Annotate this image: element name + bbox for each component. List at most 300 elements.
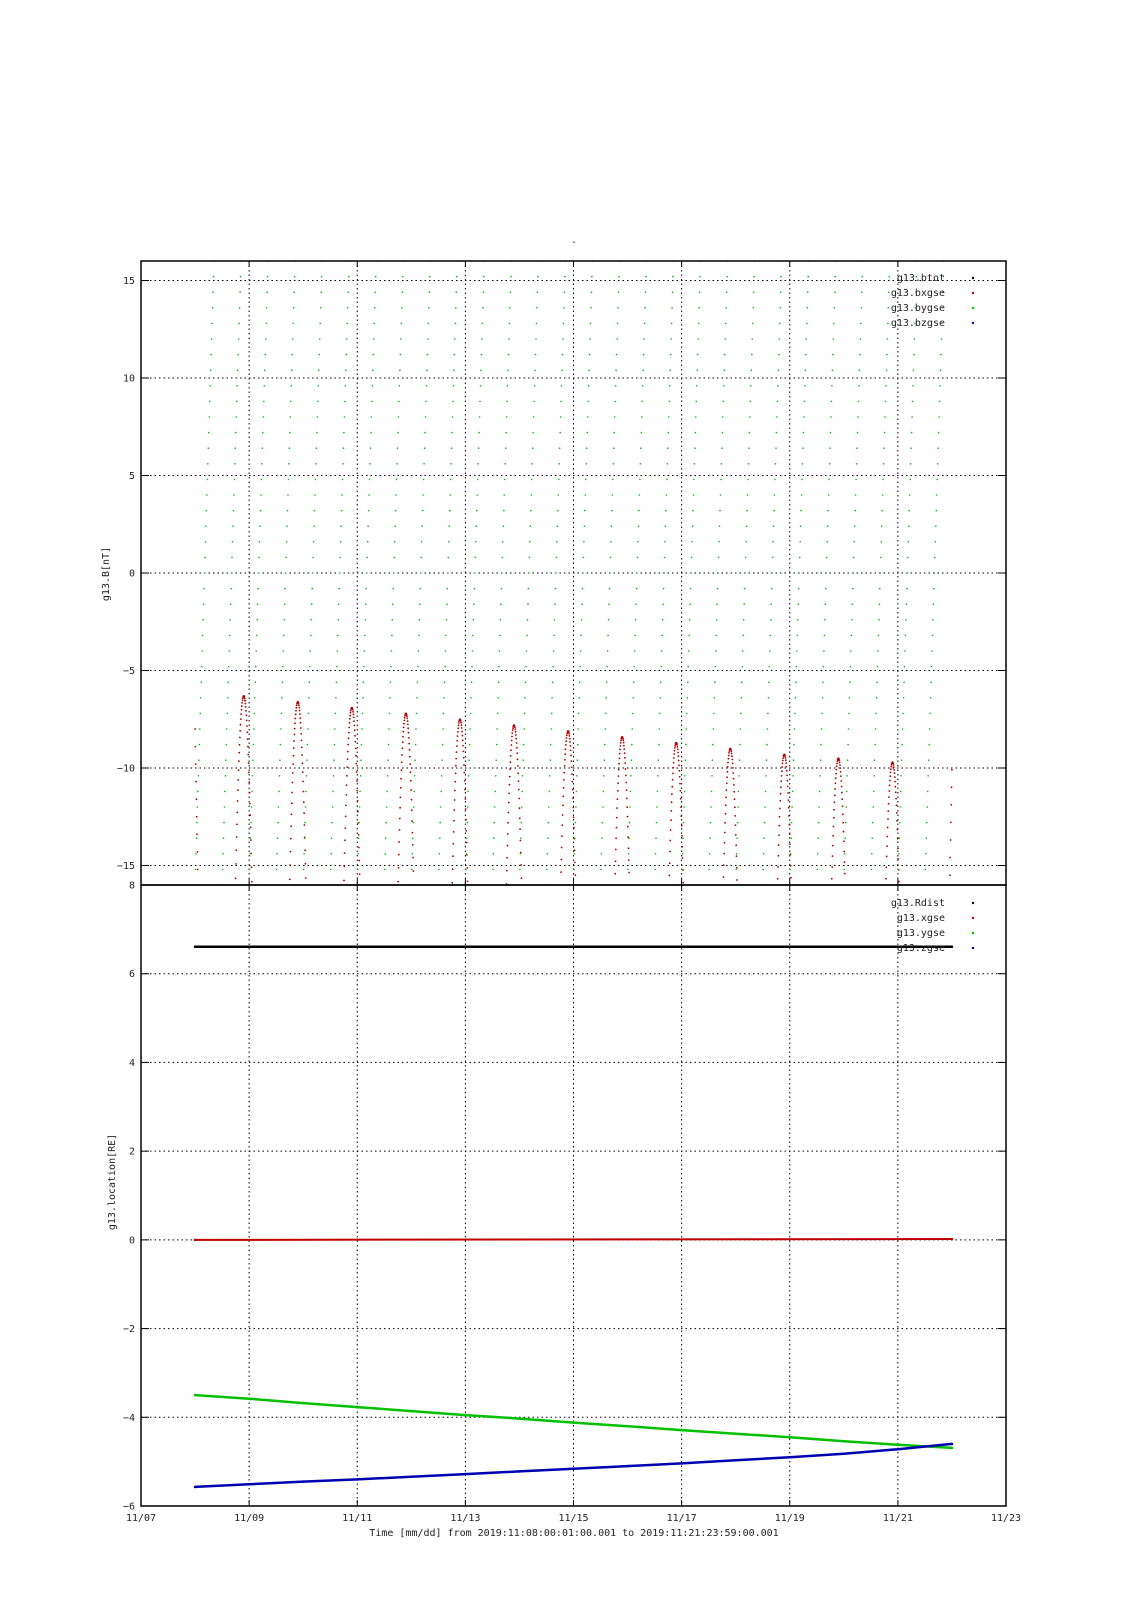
bygse-point — [645, 276, 647, 278]
bxgse-point — [574, 849, 576, 851]
bygse-point — [334, 744, 336, 746]
bygse-point — [659, 713, 661, 715]
bygse-point — [724, 354, 726, 356]
bygse-point — [235, 447, 237, 449]
bygse-point — [663, 588, 665, 590]
bygse-point — [550, 744, 552, 746]
bygse-point — [237, 354, 239, 356]
bxgse-point — [345, 794, 347, 796]
bygse-point — [277, 837, 279, 839]
bxgse-point — [731, 755, 733, 757]
bygse-point — [694, 447, 696, 449]
bxgse-point — [620, 742, 622, 744]
bygse-point — [630, 791, 632, 793]
bygse-point — [402, 291, 404, 293]
bxgse-point — [236, 836, 238, 838]
bygse-point — [332, 791, 334, 793]
bygse-point — [563, 307, 565, 309]
bygse-point — [797, 619, 799, 621]
bygse-point — [201, 650, 203, 652]
bygse-point — [741, 681, 743, 683]
bxgse-point — [623, 745, 625, 747]
bygse-point — [260, 510, 262, 512]
bygse-point — [711, 775, 713, 777]
bygse-point — [529, 541, 531, 543]
bxgse-point — [616, 827, 618, 829]
bygse-point — [791, 822, 793, 824]
bygse-point — [528, 572, 530, 574]
bxgse-point — [897, 858, 899, 860]
bygse-point — [555, 588, 557, 590]
bxgse-point — [680, 790, 682, 792]
bygse-point — [276, 869, 278, 871]
bxgse-point — [949, 874, 951, 876]
bxgse-point — [627, 826, 629, 828]
bygse-point — [606, 666, 608, 668]
bxgse-point — [620, 740, 622, 742]
bygse-point — [747, 479, 749, 481]
bygse-point — [200, 713, 202, 715]
bygse-point — [873, 791, 875, 793]
bxgse-point — [898, 881, 900, 883]
bygse-point — [441, 775, 443, 777]
bygse-point — [750, 401, 752, 403]
bxgse-point — [732, 772, 734, 774]
bygse-point — [688, 635, 690, 637]
bygse-point — [292, 323, 294, 325]
data-point — [626, 1425, 629, 1428]
bygse-point — [362, 697, 364, 699]
bygse-point — [823, 650, 825, 652]
bygse-point — [386, 806, 388, 808]
bygse-point — [854, 510, 856, 512]
bygse-point — [279, 759, 281, 761]
bygse-point — [370, 432, 372, 434]
bxgse-point — [401, 754, 403, 756]
bygse-point — [585, 479, 587, 481]
bygse-point — [228, 650, 230, 652]
bygse-point — [503, 494, 505, 496]
bxgse-point — [354, 735, 356, 737]
bygse-point — [639, 479, 641, 481]
bxgse-point — [354, 729, 356, 731]
bxgse-point — [293, 755, 295, 757]
bygse-point — [250, 837, 252, 839]
bxgse-point — [680, 798, 682, 800]
bygse-point — [770, 635, 772, 637]
bygse-point — [630, 775, 632, 777]
bygse-point — [446, 619, 448, 621]
bygse-point — [588, 369, 590, 371]
bygse-point — [819, 791, 821, 793]
bxgse-point — [572, 789, 574, 791]
bygse-point — [347, 291, 349, 293]
bxgse-point — [723, 853, 725, 855]
bygse-point — [229, 619, 231, 621]
bxgse-point — [570, 755, 572, 757]
bxgse-point — [241, 702, 243, 704]
bygse-point — [339, 572, 341, 574]
legend-label: g13.btot — [896, 273, 945, 284]
bygse-point — [805, 354, 807, 356]
bygse-point — [851, 635, 853, 637]
bxgse-point — [779, 816, 781, 818]
bygse-point — [775, 447, 777, 449]
bxgse-point — [520, 840, 522, 842]
bxgse-point — [840, 780, 842, 782]
bxgse-point — [289, 879, 291, 881]
data-point — [464, 1473, 467, 1476]
bxgse-point — [628, 859, 630, 861]
bxgse-point — [676, 744, 678, 746]
bxgse-point — [465, 830, 467, 832]
bygse-point — [226, 728, 228, 730]
bygse-point — [222, 853, 224, 855]
bygse-point — [316, 432, 318, 434]
bxgse-point — [564, 759, 566, 761]
data-point — [572, 1421, 575, 1424]
bxgse-point — [343, 866, 345, 868]
bygse-point — [230, 588, 232, 590]
bygse-point — [691, 557, 693, 559]
bxgse-point — [626, 798, 628, 800]
bygse-point — [360, 775, 362, 777]
bxgse-point — [735, 834, 737, 836]
bxgse-point — [292, 772, 294, 774]
bygse-point — [605, 713, 607, 715]
bygse-point — [713, 713, 715, 715]
bygse-point — [312, 557, 314, 559]
bygse-point — [807, 291, 809, 293]
bygse-point — [223, 837, 225, 839]
bxgse-point — [411, 820, 413, 822]
bxgse-point — [615, 837, 617, 839]
bygse-point — [419, 619, 421, 621]
bygse-point — [751, 369, 753, 371]
bygse-point — [899, 822, 901, 824]
bygse-point — [806, 323, 808, 325]
bxgse-point — [246, 731, 248, 733]
bygse-point — [365, 603, 367, 605]
bxgse-point — [625, 768, 627, 770]
bygse-point — [699, 291, 701, 293]
bygse-point — [252, 775, 254, 777]
bygse-point — [695, 432, 697, 434]
bxgse-point — [511, 744, 513, 746]
bygse-point — [859, 369, 861, 371]
bygse-point — [935, 541, 937, 543]
bxgse-point — [725, 813, 727, 815]
bygse-point — [396, 463, 398, 465]
bygse-point — [690, 572, 692, 574]
bygse-point — [476, 494, 478, 496]
bygse-point — [501, 588, 503, 590]
bxgse-point — [835, 773, 837, 775]
bygse-point — [265, 338, 267, 340]
bygse-point — [384, 853, 386, 855]
bygse-point — [401, 323, 403, 325]
bxgse-point — [565, 740, 567, 742]
bygse-point — [280, 728, 282, 730]
bygse-point — [633, 666, 635, 668]
bygse-point — [501, 572, 503, 574]
bygse-point — [319, 354, 321, 356]
bygse-point — [818, 822, 820, 824]
bygse-point — [656, 822, 658, 824]
bxgse-point — [787, 786, 789, 788]
bxgse-point — [628, 872, 630, 874]
bygse-point — [392, 603, 394, 605]
bygse-point — [374, 291, 376, 293]
bxgse-point — [510, 755, 512, 757]
bygse-point — [581, 619, 583, 621]
bygse-point — [661, 635, 663, 637]
bygse-point — [901, 744, 903, 746]
bygse-point — [663, 572, 665, 574]
bxgse-point — [782, 757, 784, 759]
bxgse-point — [406, 718, 408, 720]
bygse-point — [364, 635, 366, 637]
bygse-point — [926, 822, 928, 824]
bxgse-point — [732, 767, 734, 769]
bygse-point — [448, 541, 450, 543]
bygse-point — [336, 681, 338, 683]
bygse-point — [682, 837, 684, 839]
bygse-point — [604, 759, 606, 761]
bxgse-point — [236, 824, 238, 826]
bygse-point — [551, 713, 553, 715]
bygse-point — [368, 510, 370, 512]
bxgse-point — [571, 760, 573, 762]
bxgse-point — [842, 822, 844, 824]
bxgse-point — [241, 709, 243, 711]
bygse-point — [497, 697, 499, 699]
bygse-point — [773, 525, 775, 527]
bxgse-point — [562, 804, 564, 806]
legend-label: g13.Rdist — [890, 898, 945, 909]
bygse-point — [259, 541, 261, 543]
bygse-point — [847, 759, 849, 761]
bygse-point — [848, 728, 850, 730]
bygse-point — [548, 806, 550, 808]
bygse-point — [331, 822, 333, 824]
bygse-point — [478, 432, 480, 434]
bygse-point — [802, 447, 804, 449]
bygse-point — [363, 681, 365, 683]
bxgse-point — [617, 798, 619, 800]
bxgse-point — [781, 770, 783, 772]
bygse-point — [710, 822, 712, 824]
bxgse-point — [563, 772, 565, 774]
bygse-point — [451, 432, 453, 434]
bygse-point — [340, 525, 342, 527]
bxgse-point — [410, 771, 412, 773]
bygse-point — [885, 401, 887, 403]
bygse-point — [278, 791, 280, 793]
bxgse-point — [398, 867, 400, 869]
bygse-point — [718, 541, 720, 543]
bxgse-point — [408, 732, 410, 734]
bygse-point — [807, 307, 809, 309]
bxgse-point — [841, 786, 843, 788]
bxgse-point — [457, 731, 459, 733]
bygse-point — [559, 432, 561, 434]
bygse-point — [454, 338, 456, 340]
bygse-point — [365, 619, 367, 621]
bxgse-point — [508, 802, 510, 804]
bygse-point — [766, 759, 768, 761]
bxgse-point — [238, 760, 240, 762]
bygse-point — [927, 791, 929, 793]
bygse-point — [536, 307, 538, 309]
bygse-point — [524, 713, 526, 715]
bxgse-point — [831, 878, 833, 880]
bxgse-point — [294, 722, 296, 724]
bygse-point — [763, 853, 765, 855]
bygse-point — [417, 681, 419, 683]
bygse-point — [452, 416, 454, 418]
bxgse-point — [616, 817, 618, 819]
bygse-point — [913, 369, 915, 371]
bxgse-point — [406, 715, 408, 717]
bygse-point — [884, 432, 886, 434]
bygse-point — [889, 276, 891, 278]
bygse-point — [537, 291, 539, 293]
bygse-point — [481, 338, 483, 340]
bygse-point — [883, 447, 885, 449]
bygse-point — [537, 276, 539, 278]
bygse-point — [719, 525, 721, 527]
legend-label: g13.bygse — [890, 303, 945, 314]
bygse-point — [415, 728, 417, 730]
bygse-point — [203, 588, 205, 590]
bygse-point — [198, 775, 200, 777]
bxgse-point — [196, 833, 198, 835]
data-point — [680, 1429, 683, 1432]
bygse-point — [822, 681, 824, 683]
data-point — [410, 1410, 413, 1413]
bygse-point — [507, 385, 509, 387]
bxgse-point — [893, 764, 895, 766]
bygse-point — [697, 354, 699, 356]
bygse-point — [635, 619, 637, 621]
bygse-point — [564, 291, 566, 293]
bygse-point — [694, 463, 696, 465]
bxgse-point — [615, 860, 617, 862]
bygse-point — [589, 354, 591, 356]
bygse-point — [927, 775, 929, 777]
y-tick-label: −5 — [122, 666, 135, 677]
bygse-point — [767, 713, 769, 715]
bxgse-point — [836, 765, 838, 767]
y-tick-label: −2 — [122, 1324, 135, 1336]
bygse-point — [223, 822, 225, 824]
bxgse-point — [573, 816, 575, 818]
bygse-point — [747, 494, 749, 496]
bxgse-point — [728, 755, 730, 757]
y-tick-label: 15 — [122, 276, 135, 287]
bxgse-point — [235, 878, 237, 880]
bxgse-point — [408, 737, 410, 739]
y-tick-label: 10 — [122, 373, 135, 385]
bygse-point — [231, 572, 233, 574]
bygse-point — [556, 557, 558, 559]
bygse-point — [799, 541, 801, 543]
bxgse-point — [835, 777, 837, 779]
bxgse-point — [895, 791, 897, 793]
bygse-point — [414, 759, 416, 761]
bygse-point — [369, 463, 371, 465]
bxgse-point — [623, 748, 625, 750]
bygse-point — [798, 588, 800, 590]
bxgse-point — [348, 732, 350, 734]
bygse-point — [936, 494, 938, 496]
bxgse-point — [304, 824, 306, 826]
bygse-point — [526, 650, 528, 652]
bygse-point — [640, 447, 642, 449]
bygse-point — [911, 432, 913, 434]
bxgse-point — [240, 718, 242, 720]
bygse-point — [195, 853, 197, 855]
bygse-point — [817, 837, 819, 839]
bygse-point — [467, 806, 469, 808]
bygse-point — [576, 775, 578, 777]
bygse-point — [200, 697, 202, 699]
bxgse-point — [779, 800, 781, 802]
bygse-point — [233, 494, 235, 496]
bygse-point — [578, 713, 580, 715]
bxgse-point — [566, 735, 568, 737]
bxgse-point — [294, 734, 296, 736]
bygse-point — [510, 276, 512, 278]
bygse-point — [531, 494, 533, 496]
y-tick-label: −15 — [116, 861, 135, 872]
bygse-point — [751, 354, 753, 356]
bygse-point — [395, 510, 397, 512]
bygse-point — [580, 650, 582, 652]
bygse-point — [613, 432, 615, 434]
bxgse-point — [563, 779, 565, 781]
bxgse-point — [885, 878, 887, 880]
bygse-point — [742, 650, 744, 652]
bygse-point — [938, 416, 940, 418]
bygse-point — [764, 806, 766, 808]
bxgse-point — [398, 854, 400, 856]
bygse-point — [525, 666, 527, 668]
bygse-point — [602, 806, 604, 808]
bxgse-point — [236, 812, 238, 814]
bygse-point — [724, 338, 726, 340]
data-point — [572, 1467, 575, 1470]
bygse-point — [643, 338, 645, 340]
bxgse-point — [248, 772, 250, 774]
bxgse-point — [564, 753, 566, 755]
bxgse-point — [244, 696, 246, 698]
bygse-point — [563, 323, 565, 325]
bxgse-point — [356, 771, 358, 773]
bygse-point — [737, 806, 739, 808]
bygse-point — [800, 525, 802, 527]
bygse-point — [318, 385, 320, 387]
bygse-point — [344, 416, 346, 418]
bygse-point — [876, 697, 878, 699]
bxgse-point — [950, 804, 952, 806]
bygse-point — [666, 479, 668, 481]
bygse-point — [638, 525, 640, 527]
bxgse-point — [197, 869, 199, 871]
bxgse-point — [832, 845, 834, 847]
legend — [891, 273, 974, 329]
